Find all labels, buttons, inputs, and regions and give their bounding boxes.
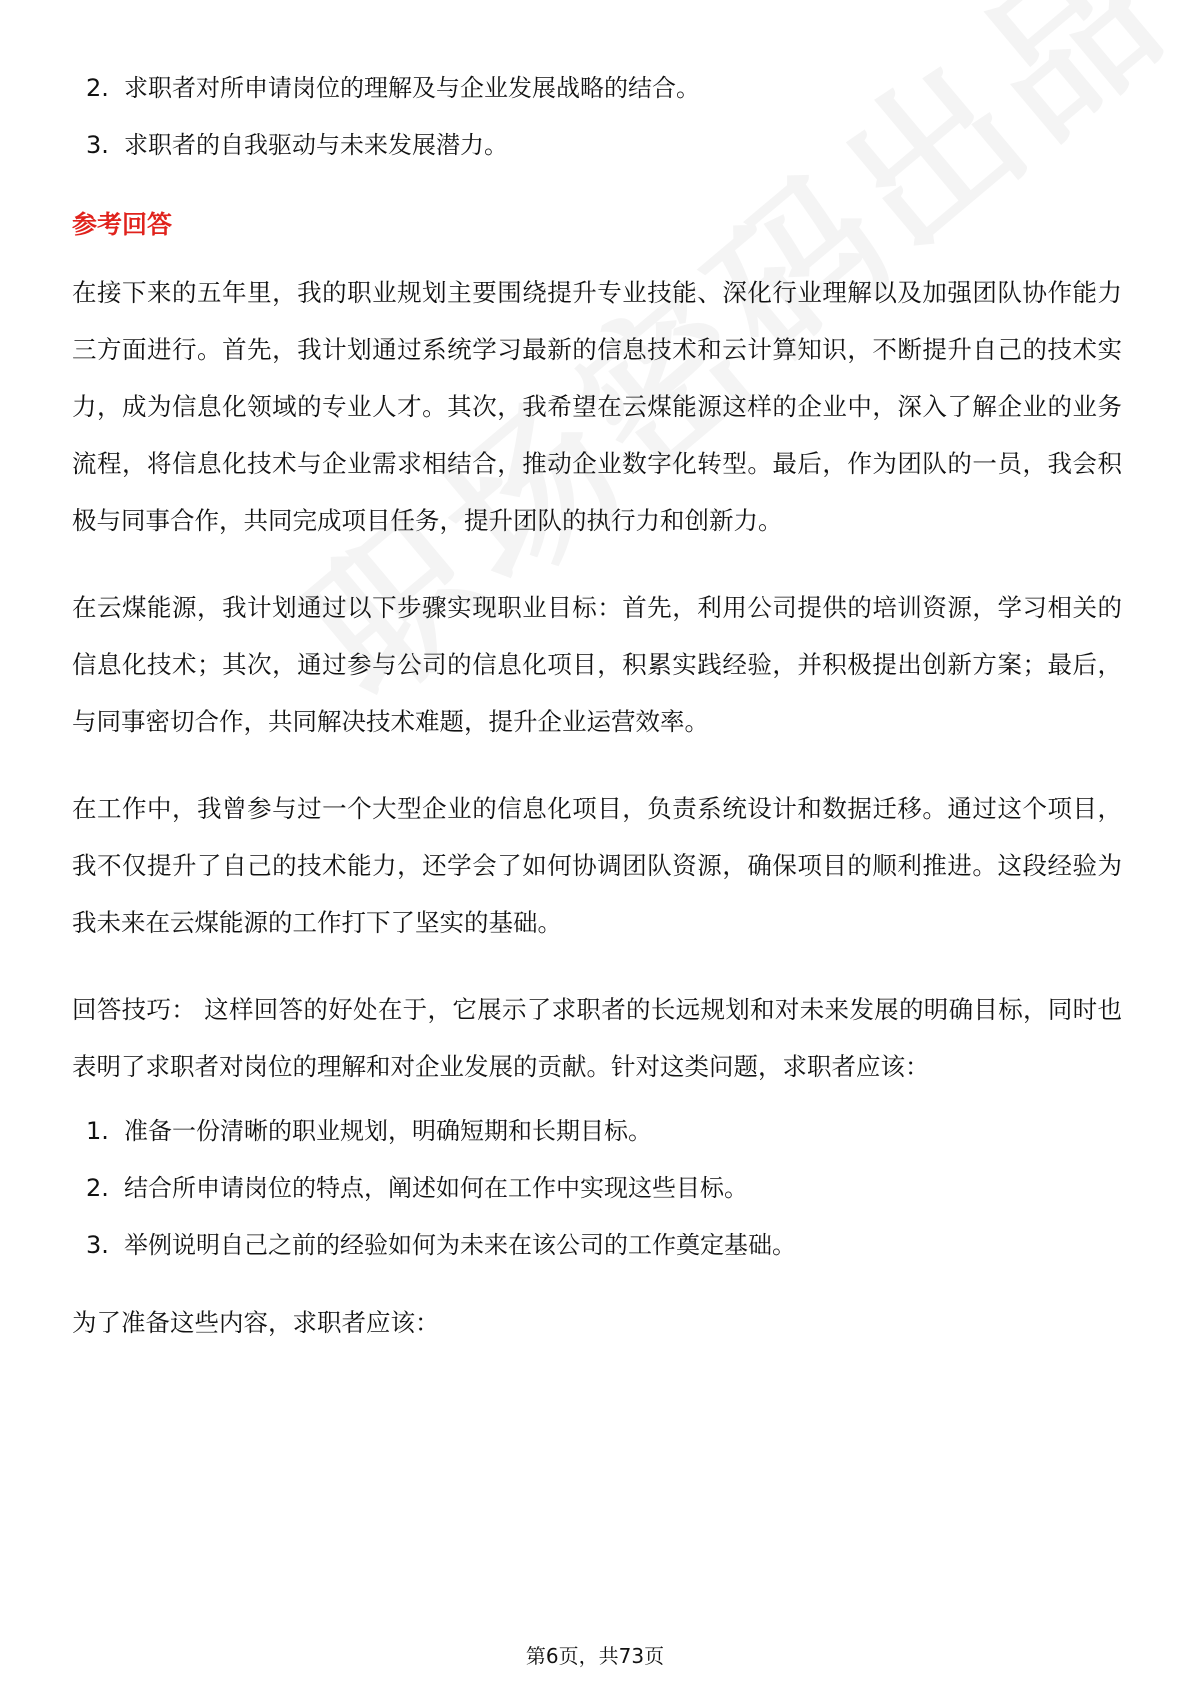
list-item-number: 3. <box>86 1231 109 1259</box>
list-item <box>72 1217 1122 1274</box>
list-item-number: 2. <box>86 74 109 102</box>
list-item-text: 结合所申请岗位的特点，阐述如何在工作中实现这些目标。 <box>124 1174 748 1202</box>
page-footer: 第6页，共73页 <box>525 1644 665 1668</box>
list-item-text: 举例说明自己之前的经验如何为未来在该公司的工作奠定基础。 <box>124 1231 796 1259</box>
answer-paragraph: 在接下来的五年里，我的职业规划主要围绕提升专业技能、深化行业理解以及加强团队协作能力三方面进行。首先，我计划通过系统学习最新的信息技术和云计算知识，不断提升自己的技术实力，成为信息化领域的专业人才。其次，我希望在云煤能源这样的企业中，深入了解企业的业务流程，将信息化技术与企业需求相结合，推动企业数字化转型。最后，作为团队的一员，我会积极与同事合作，共同完成项目任务，提升团队的执行力和创新力。 <box>72 278 1122 535</box>
list-item <box>72 1103 1122 1160</box>
answer-paragraph: 在云煤能源，我计划通过以下步骤实现职业目标：首先，利用公司提供的培训资源，学习相关的信息化技术；其次，通过参与公司的信息化项目，积累实践经验，并积极提出创新方案；最后，与同事密切合作，共同解决技术难题，提升企业运营效率。 <box>72 593 1122 736</box>
list-item-number: 2. <box>86 1174 109 1202</box>
list-item-number: 1. <box>86 1117 109 1145</box>
answer-paragraph: 在工作中，我曾参与过一个大型企业的信息化项目，负责系统设计和数据迁移。通过这个项目，我不仅提升了自己的技术能力，还学会了如何协调团队资源，确保项目的顺利推进。这段经验为我未来在云煤能源的工作打下了坚实的基础。 <box>72 794 1122 937</box>
tips-list <box>72 1103 1122 1274</box>
section-heading: 参考回答 <box>72 210 173 239</box>
list-item-text: 求职者的自我驱动与未来发展潜力。 <box>124 131 508 159</box>
list-item-text: 求职者对所申请岗位的理解及与企业发展战略的结合。 <box>124 74 700 102</box>
list-item-number: 3. <box>86 131 109 159</box>
tips-paragraph: 回答技巧： 这样回答的好处在于，它展示了求职者的长远规划和对未来发展的明确目标，同时也表明了求职者对岗位的理解和对企业发展的贡献。针对这类问题，求职者应该： <box>72 995 1122 1081</box>
page-content <box>72 60 1122 1351</box>
list-item-text: 准备一份清晰的职业规划，明确短期和长期目标。 <box>124 1117 652 1145</box>
criteria-list <box>72 60 1122 174</box>
closing-paragraph: 为了准备这些内容，求职者应该： <box>72 1308 440 1337</box>
list-item <box>72 117 1122 174</box>
list-item <box>72 60 1122 117</box>
list-item <box>72 1160 1122 1217</box>
